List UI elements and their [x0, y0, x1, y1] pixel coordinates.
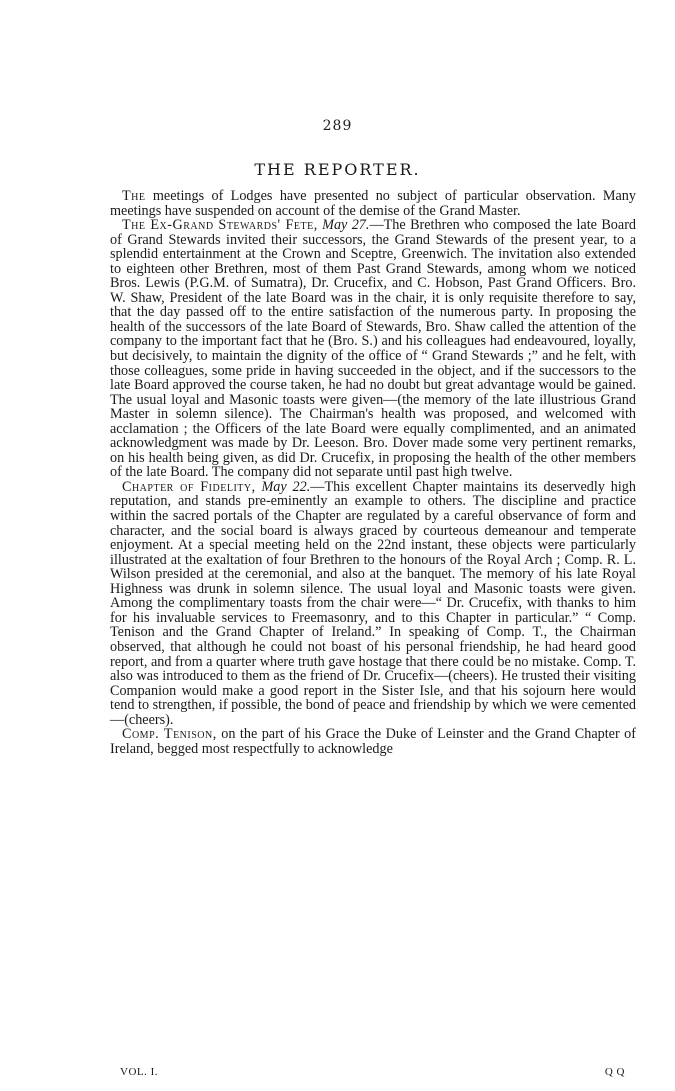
article-body	[110, 189, 636, 756]
paragraph-date: May 27.	[317, 217, 370, 234]
page-number: 289	[322, 118, 353, 134]
paragraph-text: on the part of his Grace the Duke of Leinster and the Grand Chapter of Ireland, begged most respectfully to acknowledge	[110, 726, 636, 757]
volume-label: VOL. I.	[120, 1066, 159, 1078]
paragraph-text: —This excellent Chapter maintains its deservedly high reputation, and stands pre-eminently an example to others. The discipline and practice within the sacred portals of the Chapter are regulated by a careful observance of form and character, and the social board is always graced by courteous demeanour and temperate enjoyment. At a special meeting held on the 22nd instant, these objects were particularly illustrated at the exaltation of four Brethren to the honours of the Royal Arch ; Comp. R. L. Wilson presided at the ceremonial, and also at the banquet. The memory of his late Royal Highness was drunk in solemn silence. The usual loyal and Masonic toasts were given. Among the complimentary toasts from the chair were—“ Dr. Crucefix, with thanks to him for his invaluable services to Freemasonry, and to this Chapter in particular.” “ Comp. Tenison and the Grand Chapter of Ireland.” In speaking of Comp. T., the Chairman observed, that although he could not boast of his personal friendship, he had heard good report, and from a quarter where truth gave hostage that there could be no mistake. Comp. T. also was introduced to them as the friend of Dr. Crucefix—(cheers). He trusted their visiting Companion would make a good report in the Sister Isle, and that his sojourn here would tend to strengthen, if possible, the bond of peace and friendship by which we were cemented—(cheers).	[110, 478, 636, 728]
paragraph-comp-tenison	[110, 727, 636, 756]
paragraph-date: May 22.	[255, 478, 311, 495]
paragraph-lead: Chapter of Fidelity,	[122, 478, 256, 495]
paragraph-intro	[110, 189, 636, 218]
paragraph-lead: Comp. Tenison,	[122, 726, 217, 743]
signature-mark: Q Q	[604, 1066, 625, 1078]
paragraph-ex-grand-stewards	[110, 218, 636, 480]
paragraph-chapter-of-fidelity	[110, 480, 636, 727]
paragraph-lead: The	[122, 188, 146, 204]
section-title: THE REPORTER.	[254, 160, 421, 179]
paragraph-text: —The Brethren who composed the late Board of Grand Stewards invited their successors, the Grand Stewards of the present year, to a splendid entertainment at the Crown and Sceptre, Greenwich. The invitation also extended to eighteen other Brethren, most of them Past Grand Stewards, among whom we noticed Bros. Lewis (P.G.M. of Sumatra), Dr. Crucefix, and C. Hobson, Past Grand Officers. Bro. W. Shaw, President of the late Board was in the chair, it is only requisite therefore to say, that the day passed off to the entire satisfaction of the numerous party. In proposing the health of the successors of the late Board of Stewards, Bro. Shaw called the attention of the company to the important fact that he (Bro. S.) and his colleagues had endeavoured, loyally, but decisively, to maintain the dignity of the office of “ Grand Stewards ;” and he felt, with those colleagues, some pride in having succeeded in the object, and if the successors to the late Board approved the course taken, he had no doubt but great advantage would be gained. The usual loyal and Masonic toasts were given—(the memory of the late illustrious Grand Master in solemn silence). The Chairman's health was proposed, and welcomed with acclamation ; the Officers of the late Board were equally complimented, and an animated acknowledgment was made by Dr. Leeson. Bro. Dover made some very pertinent remarks, on his health being given, as did Dr. Crucefix, in proposing the health of the other members of the late Board. The company did not separate until past high twelve.	[110, 217, 637, 481]
paragraph-text: meetings of Lodges have presented no subject of particular observation. Many meetings have suspended on account of the demise of the Grand Master.	[110, 188, 636, 219]
paragraph-lead: The Ex-Grand Stewards' Fete,	[122, 217, 318, 234]
